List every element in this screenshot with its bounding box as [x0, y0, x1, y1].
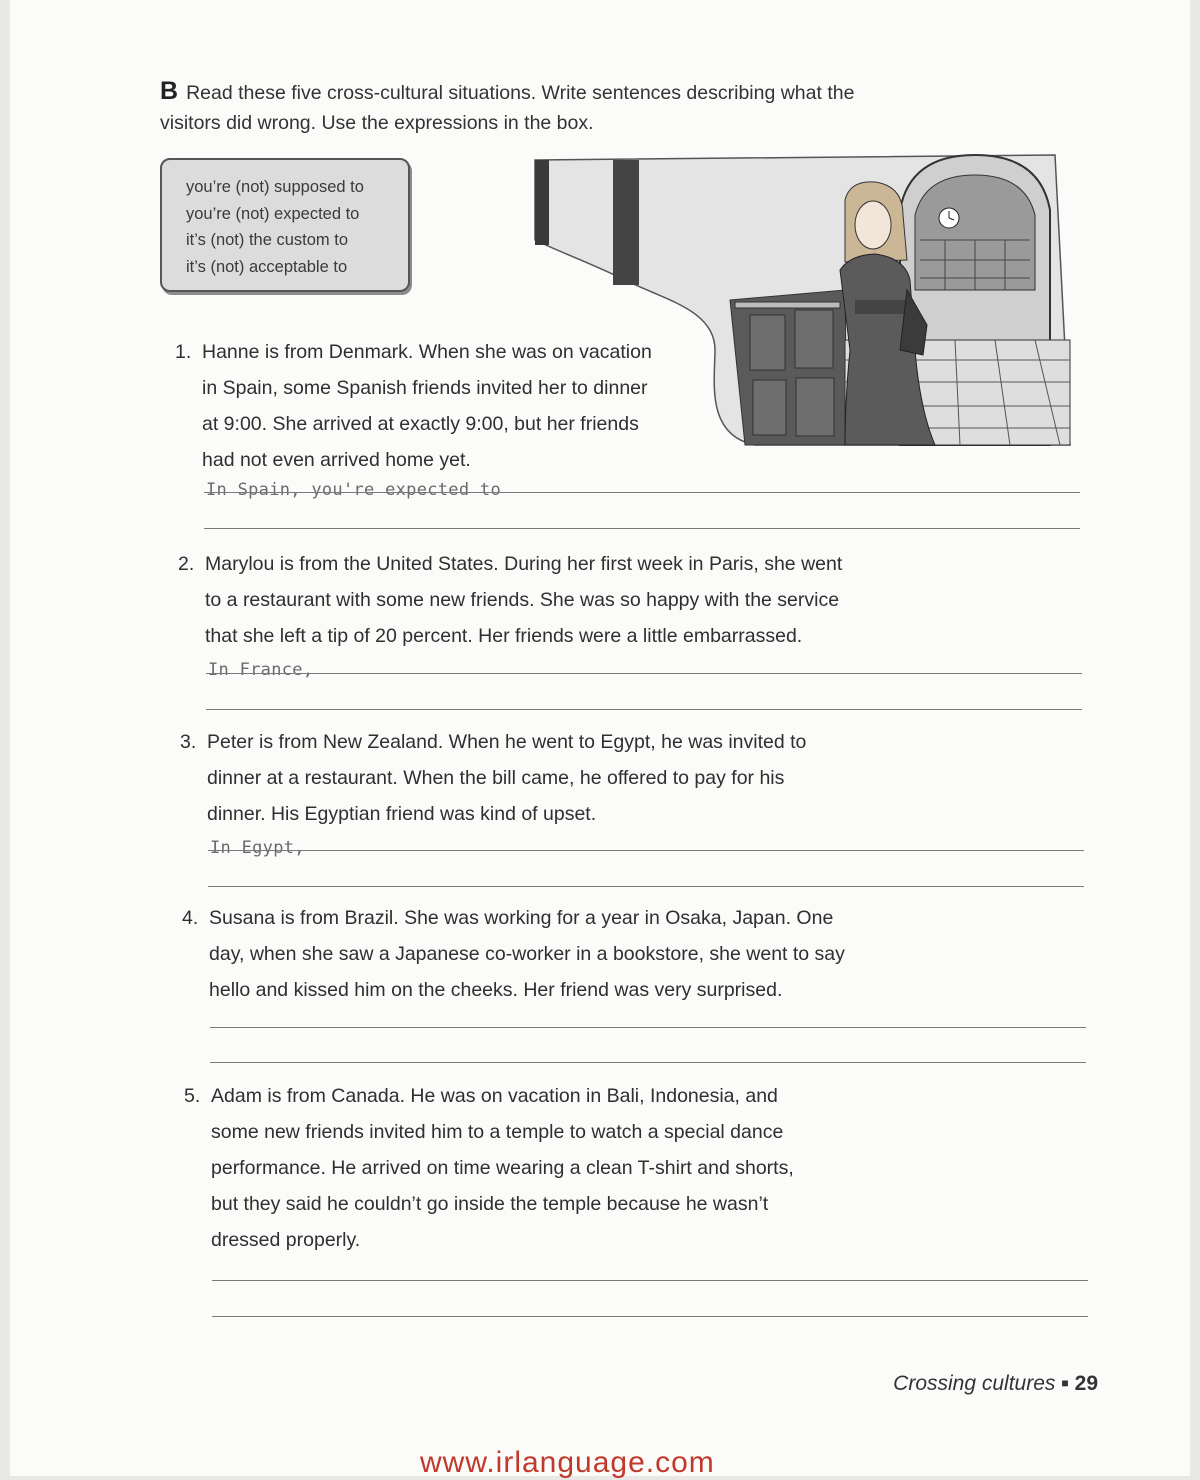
item-number: 4.: [182, 907, 199, 929]
instructions: [160, 76, 880, 138]
answer-text: In Egypt,: [210, 838, 305, 858]
item-line: that she left a tip of 20 percent. Her friends were a little embarrassed.: [205, 625, 803, 647]
item-text: [207, 724, 806, 832]
item-line: Peter is from New Zealand. When he went to Egypt, he was invited to: [207, 731, 807, 753]
expression: you’re (not) expected to: [186, 204, 360, 223]
answer-line[interactable]: [210, 1027, 1086, 1028]
expression: you’re (not) supposed to: [186, 178, 364, 196]
answer-line[interactable]: [206, 709, 1082, 710]
item-text: [209, 900, 845, 1008]
answer-line[interactable]: [204, 492, 1080, 493]
answer-line[interactable]: [212, 1280, 1088, 1281]
item-line: Marylou is from the United States. During her first week in Paris, she went: [205, 553, 843, 575]
item-number: 5.: [184, 1085, 201, 1107]
item-line: but they said he couldn’t go inside the temple because he wasn’t: [211, 1193, 769, 1215]
item-line: in Spain, some Spanish friends invited her to dinner: [202, 377, 648, 399]
item-line: hello and kissed him on the cheeks. Her friend was very surprised.: [209, 979, 783, 1001]
instructions-text: Read these five cross-cultural situations. Write sentences describing what the visitors did wrong. Use the expressions in the box.: [160, 82, 855, 134]
answer-line[interactable]: [212, 1316, 1088, 1317]
item-line: dinner. His Egyptian friend was kind of upset.: [207, 803, 597, 825]
answer-line[interactable]: [208, 850, 1084, 851]
watermark: www.irlanguage.com: [420, 1446, 715, 1479]
item-line: at 9:00. She arrived at exactly 9:00, but her friends: [202, 413, 639, 435]
item-line: Adam is from Canada. He was on vacation in Bali, Indonesia, and: [211, 1085, 778, 1107]
answer-line[interactable]: [210, 1062, 1086, 1063]
item-number: 3.: [180, 731, 197, 753]
item-line: some new friends invited him to a temple to watch a special dance: [211, 1121, 784, 1143]
answer-line[interactable]: [204, 528, 1080, 529]
page-footer: [893, 1372, 1098, 1396]
answer-line[interactable]: [208, 886, 1084, 887]
page-number: 29: [1074, 1372, 1098, 1395]
answer-text: In France,: [208, 660, 314, 680]
item-line: to a restaurant with some new friends. She was so happy with the service: [205, 589, 840, 611]
item-number: 2.: [178, 553, 195, 575]
answer-line[interactable]: [206, 673, 1082, 674]
footer-title: Crossing cultures: [893, 1372, 1056, 1395]
expression: it’s (not) the custom to: [186, 231, 349, 249]
item-line: day, when she saw a Japanese co-worker in a bookstore, she went to say: [209, 943, 845, 965]
answer-text: In Spain, you're expected to: [206, 480, 501, 500]
expression: it’s (not) acceptable to: [186, 257, 348, 276]
expressions-box: [160, 158, 410, 292]
item-line: Hanne is from Denmark. When she was on vacation: [202, 341, 652, 363]
square-bullet-icon: ■: [1061, 1376, 1069, 1390]
item-line: performance. He arrived on time wearing a clean T-shirt and shorts,: [211, 1157, 794, 1179]
item-line: had not even arrived home yet.: [202, 449, 471, 471]
item-line: dinner at a restaurant. When the bill came, he offered to pay for his: [207, 767, 785, 789]
item-line: dressed properly.: [211, 1229, 361, 1251]
section-letter: B: [160, 77, 179, 105]
item-text: [211, 1078, 794, 1258]
item-line: Susana is from Brazil. She was working for a year in Osaka, Japan. One: [209, 907, 834, 929]
item-text: [205, 546, 842, 654]
item-text: [202, 334, 652, 478]
item-number: 1.: [175, 341, 192, 363]
